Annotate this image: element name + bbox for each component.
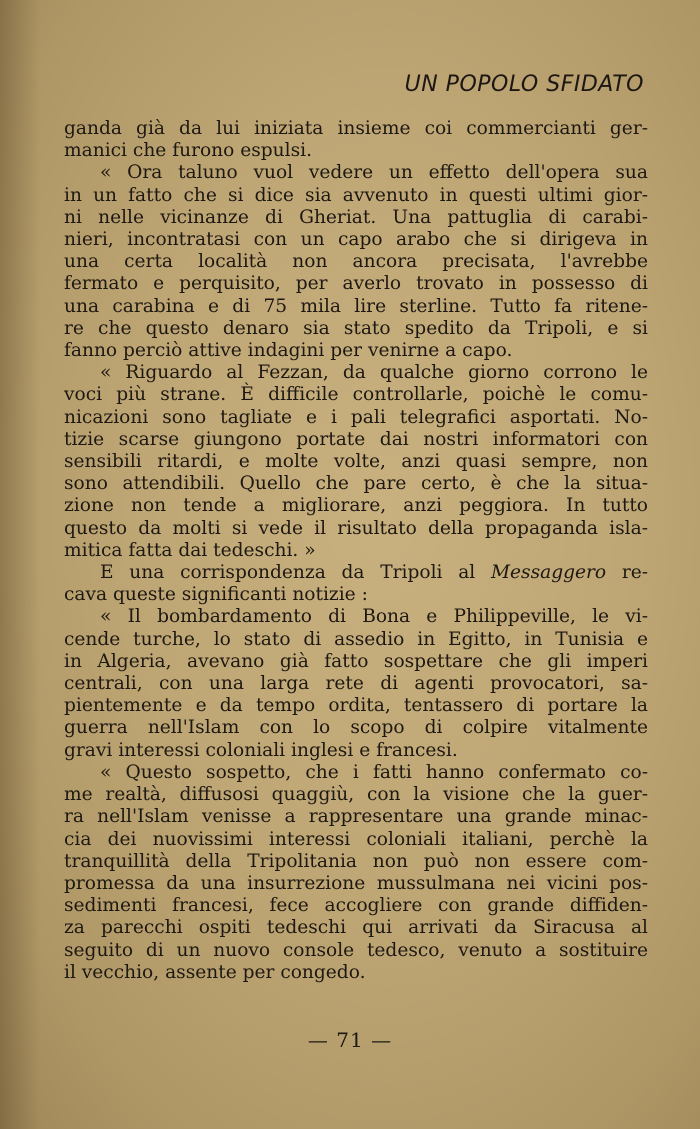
text-line: in Algeria, avevano già fatto sospettare che gli imperi: [64, 650, 648, 672]
text-line: E una corrispondenza da Tripoli al Messaggero re-: [100, 562, 649, 584]
paragraph: [64, 118, 648, 162]
text-line: una certa località non ancora precisata, l'avrebbe: [64, 251, 648, 273]
text-line: questo da molti si vede il risultato della propaganda isla-: [64, 517, 648, 539]
text-line: gravi interessi coloniali inglesi e francesi.: [64, 739, 458, 761]
text-line: « Ora taluno vuol vedere un effetto dell'opera sua: [100, 162, 648, 184]
paragraph: [64, 362, 648, 562]
text-line: za parecchi ospiti tedeschi qui arrivati da Siracusa al: [64, 917, 648, 939]
text-line: voci più strane. È difficile controllarle, poichè le comu-: [64, 384, 648, 406]
text-line: ra nell'Islam venisse a rappresentare una grande minac-: [64, 806, 648, 828]
text-line: re che questo denaro sia stato spedito da Tripoli, e si: [64, 317, 648, 339]
text-line: tranquillità della Tripolitania non può non essere com-: [64, 850, 648, 872]
text-line: cende turche, lo stato di assedio in Egitto, in Tunisia e: [64, 628, 648, 650]
text-line: mitica fatta dai tedeschi. »: [64, 539, 316, 561]
paragraph: [64, 562, 648, 606]
text-line: guerra nell'Islam con lo scopo di colpire vitalmente: [64, 717, 648, 739]
text-line: centrali, con una larga rete di agenti provocatori, sa-: [64, 673, 648, 695]
text-line: tizie scarse giungono portate dai nostri informatori con: [64, 428, 648, 450]
text-line: sensibili ritardi, e molte volte, anzi quasi sempre, non: [64, 451, 648, 473]
text-line: me realtà, diffusosi quaggiù, con la visione che la guer-: [64, 784, 648, 806]
text-line: una carabina e di 75 mila lire sterline. Tutto fa ritene-: [64, 295, 648, 317]
text-line: nicazioni sono tagliate e i pali telegrafici asportati. No-: [64, 406, 648, 428]
text-line: sedimenti francesi, fece accogliere con grande diffiden-: [64, 895, 648, 917]
text-line: cia dei nuovissimi interessi coloniali italiani, perchè la: [64, 828, 648, 850]
text-line: il vecchio, assente per congedo.: [64, 961, 366, 983]
text-line: cava queste significanti notizie :: [64, 584, 368, 606]
text-line: nieri, incontratasi con un capo arabo che si dirigeva in: [64, 229, 648, 251]
body-text: [64, 118, 648, 984]
text-line: fanno perciò attive indagini per venirne a capo.: [64, 340, 513, 362]
text-line: ni nelle vicinanze di Gheriat. Una pattuglia di carabi-: [64, 206, 648, 228]
text-line: fermato e perquisito, per averlo trovato in possesso di: [64, 273, 648, 295]
text-line: manici che furono espulsi.: [64, 140, 313, 162]
text-line: ganda già da lui iniziata insieme coi commercianti ger-: [64, 118, 648, 139]
paragraph: [64, 162, 648, 362]
text-line: « Riguardo al Fezzan, da qualche giorno corrono le: [100, 362, 648, 384]
text-line: sono attendibili. Quello che pare certo, è che la situa-: [64, 473, 648, 495]
text-line: promessa da una insurrezione mussulmana nei vicini pos-: [64, 872, 648, 894]
text-line: zione non tende a migliorare, anzi peggiora. In tutto: [64, 495, 648, 517]
text-line: « Questo sospetto, che i fatti hanno confermato co-: [100, 761, 648, 783]
running-header: UN POPOLO SFIDATO: [404, 72, 644, 97]
text-line: seguito di un nuovo console tedesco, venuto a sostituire: [64, 939, 648, 961]
text-line: in un fatto che si dice sia avvenuto in questi ultimi gior-: [64, 184, 648, 206]
paragraph: [64, 606, 648, 761]
paragraph: [64, 762, 648, 984]
text-line: « Il bombardamento di Bona e Philippeville, le vi-: [100, 606, 648, 628]
page-number: — 71 —: [307, 1028, 393, 1052]
text-line: pientemente e da tempo ordita, tentassero di portare la: [64, 695, 648, 717]
